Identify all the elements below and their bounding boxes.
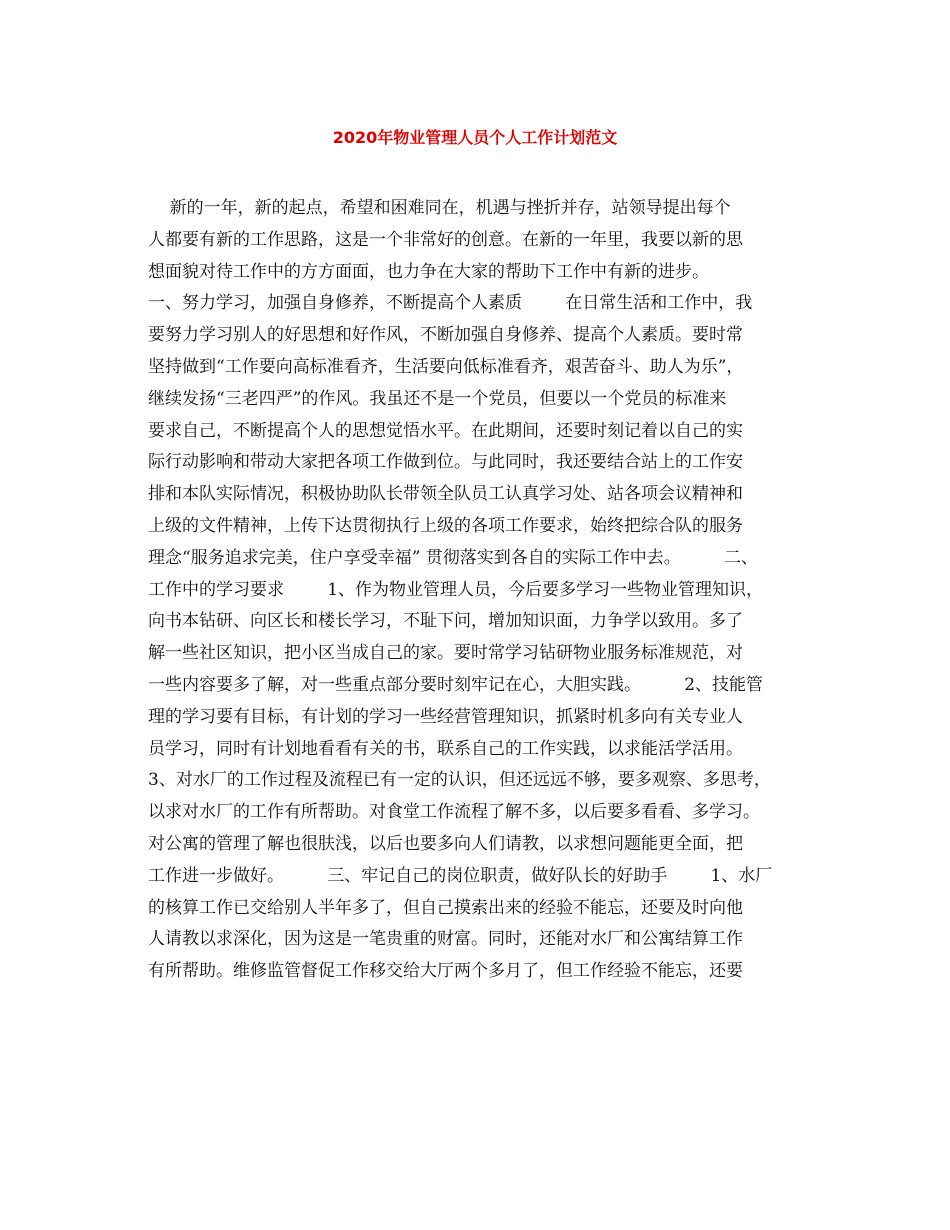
- body-line: 的核算工作已交给别人半年多了，但自己摸索出来的经验不能忘，还要及时向他: [148, 897, 743, 918]
- body-line: 理念“服务追求完美，住户享受幸福” 贯彻落实到各自的实际工作中去。 二、: [148, 547, 759, 568]
- body-line: 员学习，同时有计划地看看有关的书，联系自己的工作实践，以求能活学活用。: [148, 738, 743, 759]
- body-line: 工作进一步做好。 三、牢记自己的岗位职责，做好队长的好助手 1、水厂: [148, 865, 773, 886]
- body-line: 坚持做到“工作要向高标准看齐，生活要向低标准看齐，艰苦奋斗、助人为乐”，: [148, 356, 744, 377]
- document-body: [148, 193, 808, 988]
- body-line: 一、努力学习，加强自身修养，不断提高个人素质 在日常生活和工作中，我: [148, 293, 753, 314]
- body-line: 向书本钻研、向区长和楼长学习，不耻下问，增加知识面，力争学以致用。多了: [148, 611, 743, 632]
- body-line: 以求对水厂的工作有所帮助。对食堂工作流程了解不多，以后要多看看、多学习。: [148, 802, 760, 823]
- body-line: 有所帮助。维修监管督促工作移交给大厅两个多月了，但工作经验不能忘，还要: [148, 961, 743, 982]
- body-line: 理的学习要有目标，有计划的学习一些经营管理知识，抓紧时机多向有关专业人: [148, 706, 743, 727]
- body-line: 工作中的学习要求 1、作为物业管理人员，今后要多学习一些物业管理知识，: [148, 579, 764, 600]
- body-line: 排和本队实际情况，积极协助队长带领全队员工认真学习处、站各项会议精神和: [148, 484, 743, 505]
- body-line: 3、对水厂的工作过程及流程已有一定的认识，但还远远不够，要多观察、多思考，: [148, 770, 771, 791]
- body-line: 新的一年，新的起点，希望和困难同在，机遇与挫折并存，站领导提出每个: [148, 198, 731, 218]
- body-line: 要努力学习别人的好思想和好作风，不断加强自身修养、提高个人素质。要时常: [148, 325, 743, 346]
- body-line: 上级的文件精神，上传下达贯彻执行上级的各项工作要求，始终把综合队的服务: [148, 515, 743, 536]
- document-title: 2020年物业管理人员个人工作计划范文: [332, 128, 618, 147]
- body-line: 人都要有新的工作思路，这是一个非常好的创意。在新的一年里，我要以新的思: [148, 229, 743, 250]
- body-line: 想面貌对待工作中的方方面面，也力争在大家的帮助下工作中有新的进步。: [148, 261, 709, 282]
- body-line: 解一些社区知识，把小区当成自己的家。要时常学习钻研物业服务标准规范，对: [148, 643, 743, 664]
- body-line: 际行动影响和带动大家把各项工作做到位。与此同时，我还要结合站上的工作安: [148, 452, 743, 473]
- body-line: 人请教以求深化，因为这是一笔贵重的财富。同时，还能对水厂和公寓结算工作: [148, 929, 743, 950]
- body-line: 继续发扬“三老四严”的作风。我虽还不是一个党员，但要以一个党员的标准来: [148, 388, 727, 409]
- body-line: 一些内容要多了解，对一些重点部分要时刻牢记在心，大胆实践。 2、技能管: [148, 674, 764, 695]
- body-line: 要求自己，不断提高个人的思想觉悟水平。在此期间，还要时刻记着以自己的实: [148, 420, 743, 441]
- body-line: 对公寓的管理了解也很肤浅，以后也要多向人们请教，以求想问题能更全面，把: [148, 833, 743, 854]
